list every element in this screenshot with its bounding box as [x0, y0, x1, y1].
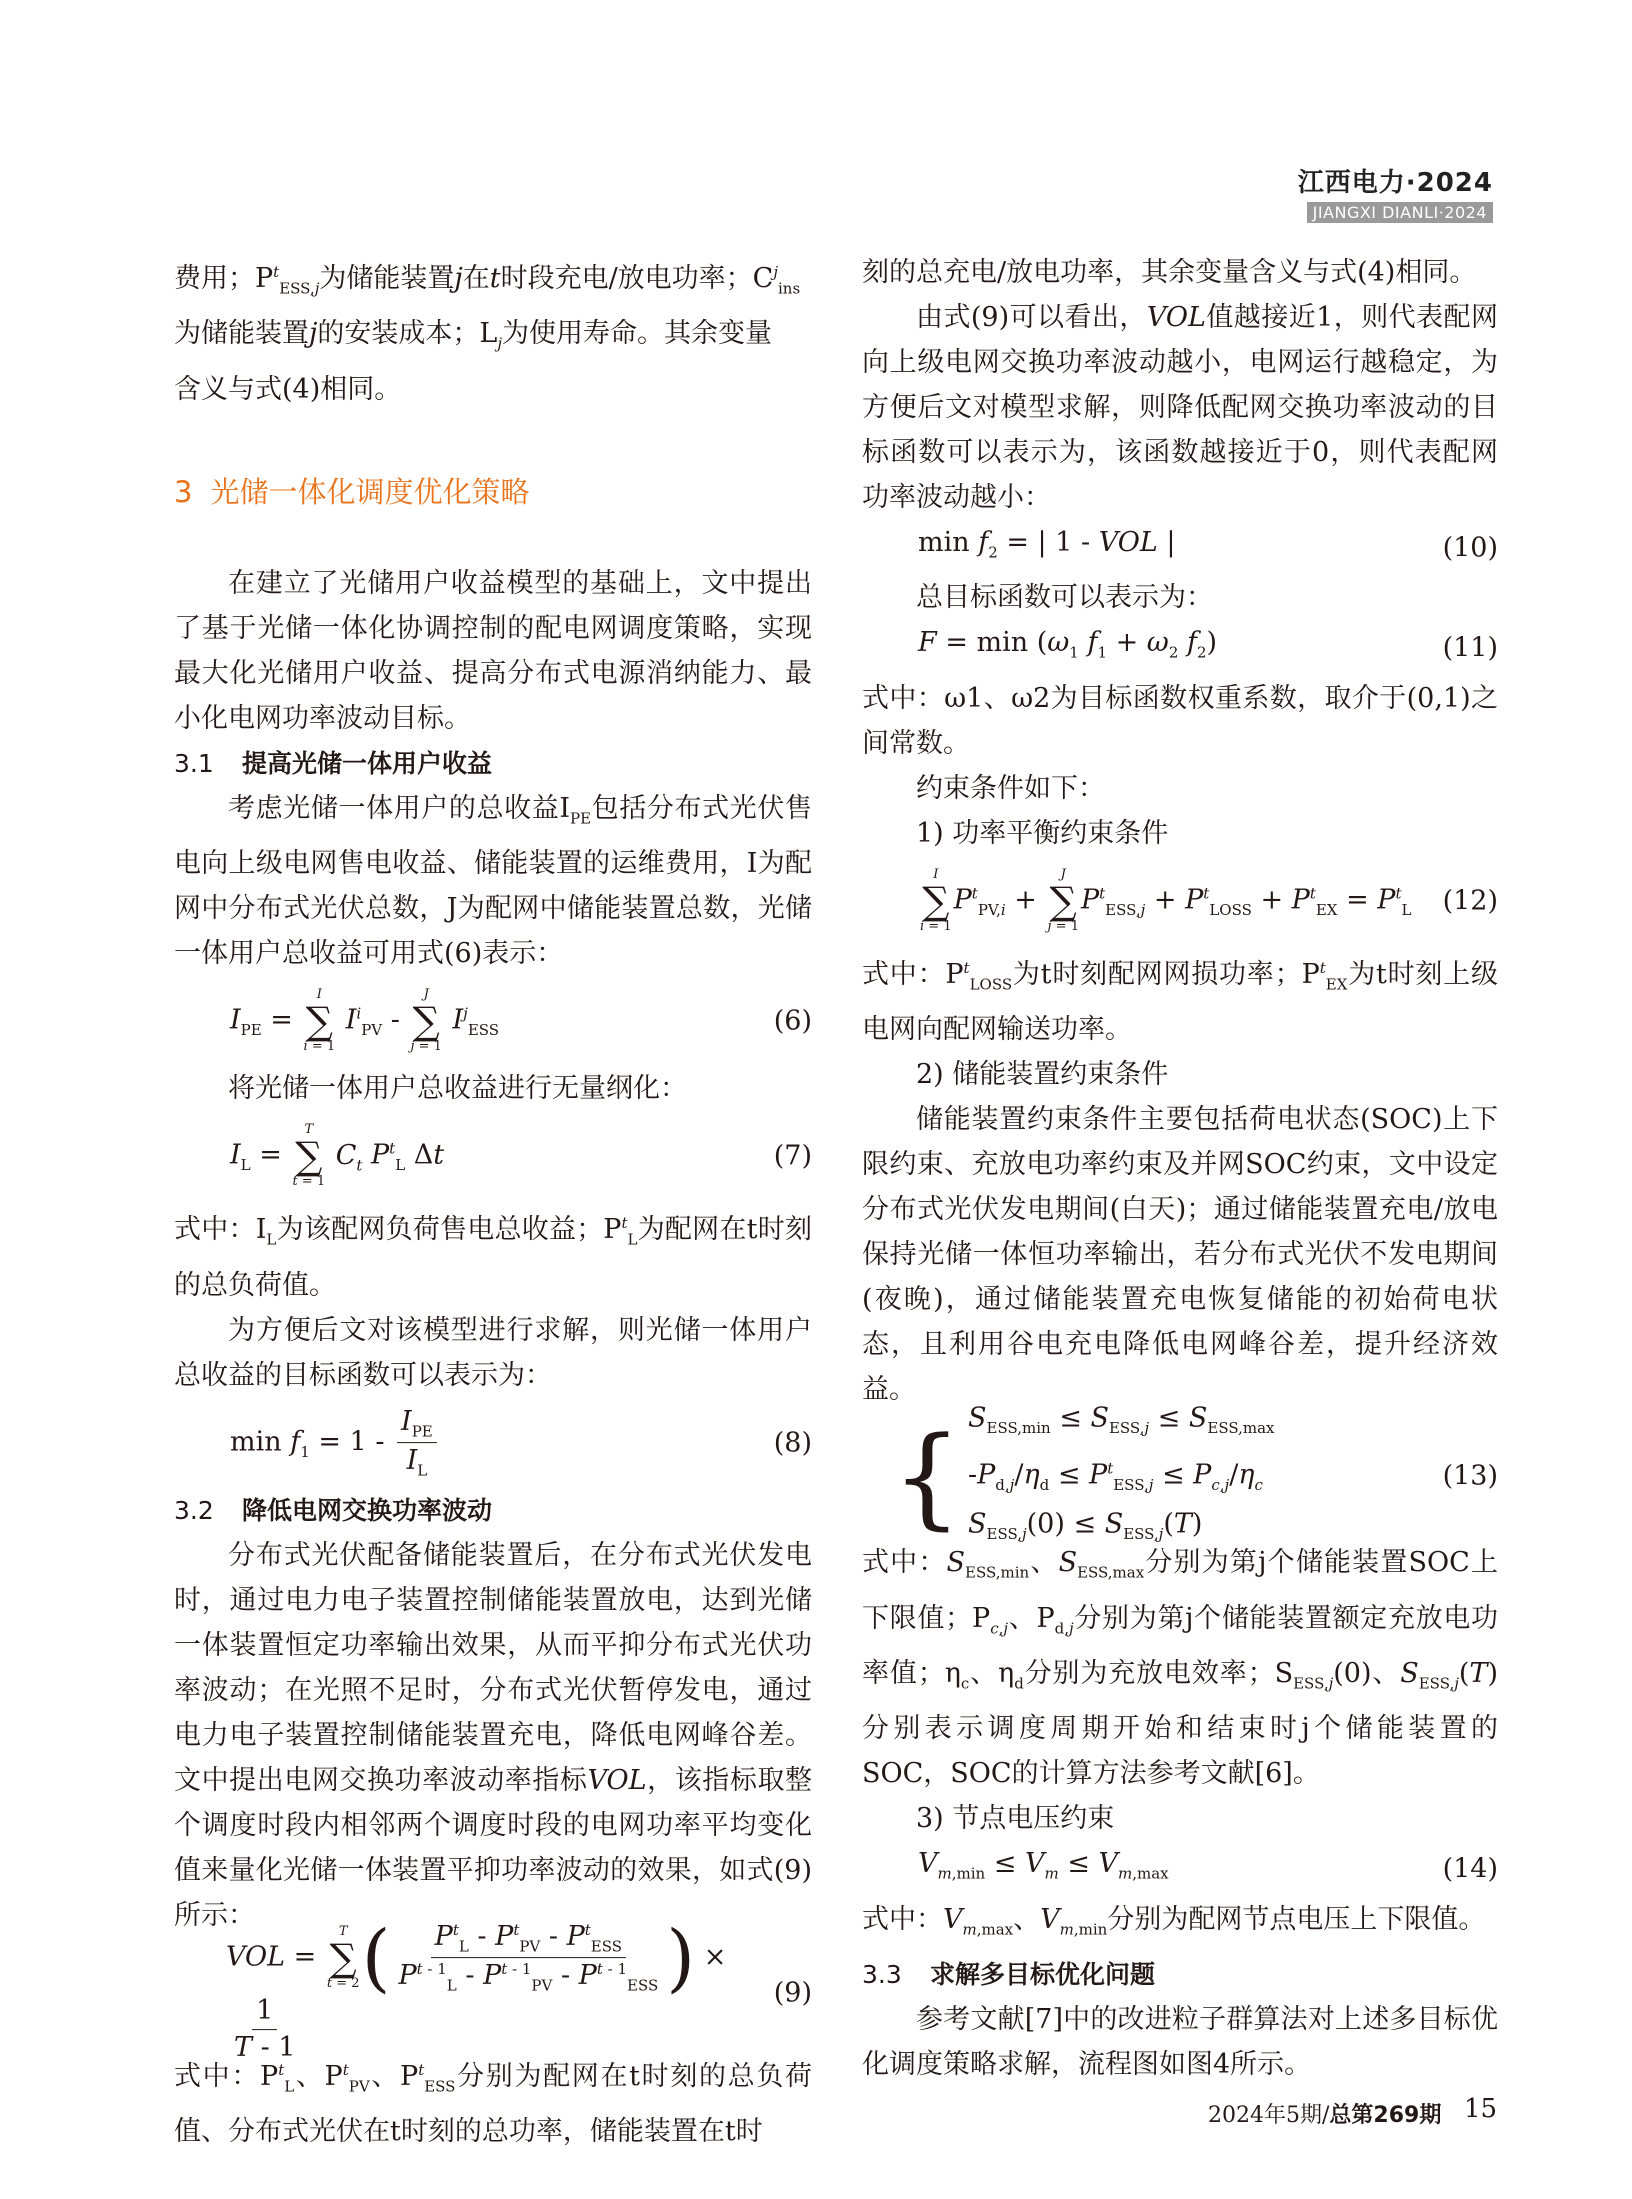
- equation-14: $V_{m,min} \le V_m \le V_{m,max}$ (14): [862, 1841, 1498, 1896]
- equation-6: $I_{PE}$ = I ∑ i = 1 $I^i_{PV}$ - J ∑ j = 1 $I^j_{ESS}$ (6): [230, 987, 812, 1055]
- page-number: 15: [1464, 2094, 1498, 2124]
- equation-13: { $S_{ESS,min} \le S_{ESS,j} \le S_{ESS,max}$ $-P_{d,j}/\eta_d \le P^t_{ESS,j} \le P_{c,j}/\eta_c$ $S_{ESS,j}(0) \le S_{ESS,j}(T)$ (13): [892, 1402, 1498, 1543]
- paragraph-constraints: 约束条件如下：: [916, 772, 1105, 804]
- constraint-2-heading: 2) 储能装置约束条件: [916, 1059, 1169, 1091]
- equation-number: (7): [773, 1140, 812, 1172]
- paragraph-eq9-notes: 式中：$P^t_L$、$P^t_{PV}$、$P^t_{ESS}$分别为配网在t时刻的总负荷值、分布式光伏在t时刻的总功率，储能装置在t时: [174, 2060, 813, 2147]
- equation-7: $I_L$ = T ∑ t = 1 $C_t$ $P^t_L$ Δt (7): [230, 1122, 812, 1190]
- constraint-3-heading: 3) 节点电压约束: [916, 1803, 1115, 1835]
- left-column: [174, 250, 812, 2154]
- journal-title: 江西电力·2024: [1297, 168, 1493, 198]
- paragraph-eq14-notes: 式中：$V_{m,max}$、$V_{m,min}$分别为配网节点电压上下限值。: [862, 1903, 1486, 1939]
- journal-subtitle: JIANGXI DIANLI·2024: [1307, 202, 1493, 223]
- equation-12: I ∑ i = 1 $P^t_{PV,i}$ + J ∑ j = 1 $P^t_{ESS,j} + P^t_{LOSS} + P^t_{EX} = P^t_L$ (12): [920, 866, 1498, 934]
- right-column: [862, 250, 1498, 2087]
- paragraph-objective: 为方便后文对该模型进行求解，则光储一体用户总收益的目标函数可以表示为：: [174, 1314, 812, 1391]
- equation-number: (8): [773, 1427, 812, 1459]
- paragraph-vol: 由式(9)可以看出，VOL值越接近1，则代表配网向上级电网交换功率波动越小，电网运行越稳定，为方便后文对模型求解，则降低配网交换功率波动的目标函数可以表示为，该函数越接近于0，则代表配网功率波动越小：: [862, 302, 1498, 513]
- paragraph-weights: 式中：ω1、ω2为目标函数权重系数，取介于(0,1)之间常数。: [862, 682, 1498, 759]
- equation-8: $\min f_1 = 1$ - $\frac{I_{PE}}{I_L}$ (8): [230, 1405, 812, 1480]
- section-3-heading: 3 光储一体化调度优化策略: [174, 474, 530, 509]
- paragraph-eq12-notes: 式中：$P^t_{LOSS}$为t时刻配网网损功率；$P^t_{EX}$为t时刻上级电网向配网输送功率。: [862, 958, 1498, 1046]
- paragraph-eq13-notes: 式中：$S_{ESS,min}$、$S_{ESS,max}$分别为第j个储能装置SOC上下限值；$P_{c,j}$、$P_{d,j}$分别为第j个储能装置额定充放电功率值；$\eta_c$、$\eta_d$分别为充放电效率；$S_{ESS,j}(0)$、$S_{ESS,j}(T)$分别表示调度周期开始和结束时j个储能装置的SOC，SOC的计算方法参考文献[6]。: [862, 1547, 1499, 1790]
- paragraph-ess: 储能装置约束条件主要包括荷电状态(SOC)上下限约束、充放电功率约束及并网SOC约束，文中设定分布式光伏发电期间(白天)；通过储能装置充电/放电保持光储一体恒功率输出，若分布式光伏不发电期间(夜晚)，通过储能装置充电恢复储能的初始荷电状态，且利用谷电充电降低电网峰谷差，提升经济效益。: [862, 1104, 1498, 1406]
- paragraph-eq7-notes: 式中：$I_L$为该配网负荷售电总收益；$P^t_L$为配网在t时刻的总负荷值。: [174, 1214, 812, 1301]
- paragraph-3-3: 参考文献[7]中的改进粒子群算法对上述多目标优化调度策略求解，流程图如图4所示。: [862, 2004, 1498, 2081]
- paragraph-normalize: 将光储一体用户总收益进行无量纲化：: [228, 1073, 687, 1105]
- equation-10: $\min f_2$ = | 1 - VOL | (10): [862, 520, 1498, 575]
- paragraph-continued-right: 刻的总充电/放电功率，其余变量含义与式(4)相同。: [862, 257, 1477, 288]
- subsection-3-2-heading: 3.2 降低电网交换功率波动: [174, 1495, 493, 1525]
- equation-9: VOL = T ∑ t = 2 ( $\frac{P^t_L - P^t_{PV} - P^t_{ESS}}{P^{t - 1}_L - P^{t - 1}_{PV} - P^{t - 1}_{ESS}}$ ) × $\frac{1}{T - 1}$ (9): [226, 1914, 812, 2064]
- paragraph-intro: 在建立了光储用户收益模型的基础上，文中提出了基于光储一体化协调控制的配电网调度策略，实现最大化光储用户收益、提高分布式电源消纳能力、最小化电网功率波动目标。: [174, 567, 812, 734]
- paragraph-3-1: 考虑光储一体用户的总收益$I_{PE}$包括分布式光伏售电向上级电网售电收益、储能装置的运维费用，I为配网中分布式光伏总数，J为配网中储能装置总数，光储一体用户总收益可用式(6)表示：: [174, 792, 813, 970]
- paragraph-continued: 费用；$P^t_{ESS,j}$为储能装置j在t时段充电/放电功率；$C^j_{ins}$ 为储能装置j的安装成本；$L_j$为使用寿命。其余变量 含义与式(4)相同。: [174, 263, 801, 405]
- issue-info: 2024年5期/总第269期: [1208, 2103, 1442, 2128]
- equation-number: (9): [773, 1977, 812, 2009]
- paragraph-3-2: 分布式光伏配备储能装置后，在分布式光伏发电时，通过电力电子装置控制储能装置放电，达到光储一体装置恒定功率输出效果，从而平抑分布式光伏功率波动；在光照不足时，分布式光伏暂停发电，通过电力电子装置控制储能装置充电，降低电网峰谷差。文中提出电网交换功率波动率指标VOL，该指标取整个调度时段内相邻两个调度时段的电网功率平均变化值来量化光储一体装置平抑功率波动的效果，如式(9)所示：: [174, 1539, 813, 1931]
- equation-11: $F = \min (\omega_1$ $f_1 + \omega_2$ $f_2$) (11): [862, 620, 1498, 675]
- equation-number: (12): [1442, 885, 1498, 917]
- equation-number: (13): [1442, 1460, 1498, 1492]
- constraint-1-heading: 1) 功率平衡约束条件: [916, 817, 1169, 849]
- equation-number: (10): [1442, 532, 1498, 564]
- subsection-3-3-heading: 3.3 求解多目标优化问题: [862, 1960, 1156, 1990]
- subsection-3-1-heading: 3.1 提高光储一体用户收益: [174, 748, 493, 778]
- equation-number: (6): [773, 1005, 812, 1037]
- paragraph-total-objective: 总目标函数可以表示为：: [916, 582, 1213, 614]
- equation-number: (11): [1442, 632, 1498, 664]
- equation-number: (14): [1442, 1853, 1498, 1885]
